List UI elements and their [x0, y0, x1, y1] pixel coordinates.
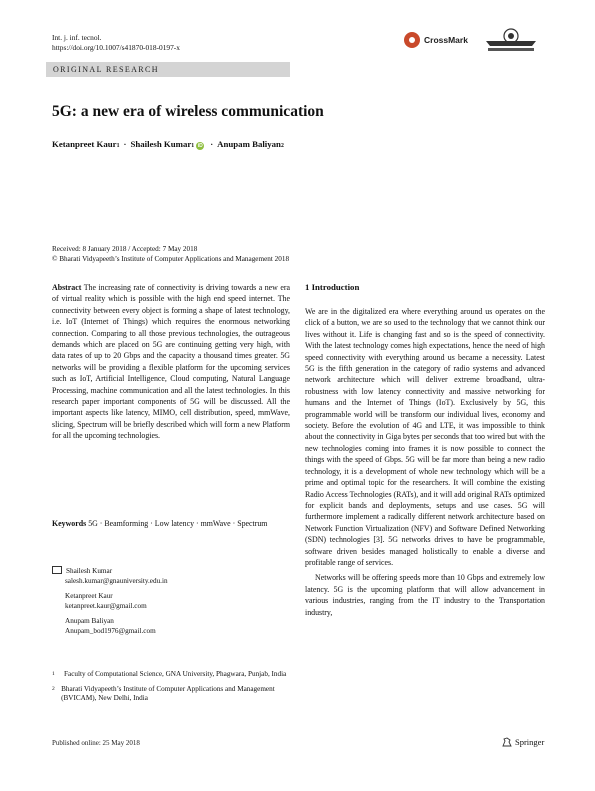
introduction-body — [305, 306, 545, 622]
contact-name: Anupam Baliyan — [65, 617, 114, 625]
abstract-text: The increasing rate of connectivity is driving towards a new era of virtual reality which is possible with the high end speed internet. The connectivity between every object is forming a shape of latest technology, i.e. IoT (Internet of Things) which requires the enormous networking connection. Comparing to all those previous technologies, the outrageous demands which are placed on 5G are continuing getting very high, with data rates of up to 20 Gbps and the capacity a thousand times greater. 5G networks will be providing a flexible platform for the upcoming services such as IoT, Artificial Intelligence, Cloud computing, Natural Language Processing, machine communication and all the latest technologies. In this research paper important components of 5G will be discussed. All the important aspects like latency, MIMO, cell distribution, speed, mmWave, slicing, Spectrum will be briefly described which will form a new Platform for all the upcoming technologies. — [52, 283, 290, 441]
section-banner-label: ORIGINAL RESEARCH — [53, 65, 159, 74]
abstract — [52, 282, 290, 442]
journal-info — [52, 33, 180, 53]
paragraph: We are in the digitalized era where everything around us operates on the click of a button, we are so used to the technology that we cannot think our lives without it. Life is changing fast and so is the speed of connectivity. With the latest technology comes high expectations, hence the need of high speed connectivity with everything around us became a necessity. Latest 5G is the fifth generation in the category of radio systems and advanced network architecture which will deliver extreme broadband, ultra-robustness with low latency connectivity and massive networking for humans and the Internet of Things (IoT). Exclusively by 5G, this programmable world will be transform our individual lives, economy and society. Before the evolution of 4G and LTE, it was impossible to think about the connectivity in Giga bytes per seconds that too wired but with the new technologies coming into frames it is now possible to connect the things with the speed of Gbps. 5G will be far more than being a new radio technology, it is a development of whole new technology which will be a prime and optimal topic for the researchers. It will combine the existing Radio Access Technologies (RATs), and it will add original RATs optimized for explicit bands and deployments, setups and use cases. 5G will furthermore implement a radically different network architecture based on Network Function Virtualization (NFV) and Software Defined Networking (SDN) technologies [3]. 5G networks drives to have be programmable, software driven besides managed holistically to enable a diverse and profitable range of services. — [305, 307, 545, 567]
author-contact — [52, 592, 290, 611]
contact-email[interactable]: salesh.kumar@gnauniversity.edu.in — [65, 576, 168, 585]
contact-name: Ketanpreet Kaur — [65, 592, 113, 600]
author-separator: · — [210, 139, 214, 149]
affiliations — [52, 670, 290, 709]
keywords — [52, 518, 290, 529]
author-affiliation-mark: 1 — [116, 143, 120, 149]
affiliation — [52, 670, 290, 680]
author-name[interactable]: Anupam Baliyan — [217, 139, 281, 149]
author-affiliation-mark: 2 — [280, 143, 284, 149]
publisher-logo — [502, 737, 544, 747]
author-name[interactable]: Ketanpreet Kaur — [52, 139, 117, 149]
publisher-name: Springer — [515, 737, 545, 747]
affiliation-number: 1 — [52, 671, 55, 677]
copyright-notice: © Bharati Vidyapeeth’s Institute of Computer Applications and Management 2018 — [52, 254, 290, 263]
bvicam-logo — [480, 27, 542, 53]
affiliation-text: Bharati Vidyapeeth’s Institute of Computer Applications and Management (BVICAM), New Delhi, India — [61, 684, 275, 702]
envelope-icon — [52, 566, 62, 574]
affiliation-number: 2 — [52, 685, 55, 692]
crossmark-icon — [404, 32, 420, 48]
contact-email[interactable]: Anupam_bod1976@gmail.com — [65, 626, 156, 635]
affiliation-text: Faculty of Computational Science, GNA University, Phagwara, Punjab, India — [64, 670, 287, 678]
abstract-label: Abstract — [52, 283, 82, 292]
paragraph: Networks will be offering speeds more than 10 Gbps and extremely low latency. 5G is the upcoming platform that will allow advancement in various industries, ranging from the IT industry to the Transportation industry, — [305, 573, 545, 617]
author-name[interactable]: Shailesh Kumar — [130, 139, 192, 149]
corresponding-author — [52, 565, 290, 586]
published-online: Published online: 25 May 2018 — [52, 739, 140, 747]
keywords-text: 5G · Beamforming · Low latency · mmWave · Spectrum — [88, 519, 268, 528]
affiliation — [52, 685, 290, 704]
author-affiliation-mark: 1 — [191, 143, 195, 149]
springer-horse-icon — [502, 737, 512, 747]
crossmark-label: CrossMark — [424, 35, 468, 45]
received-accepted-dates: Received: 8 January 2018 / Accepted: 7 May 2018 — [52, 245, 198, 253]
orcid-icon[interactable]: iD — [197, 143, 203, 149]
journal-name: Int. j. inf. tecnol. — [52, 33, 102, 42]
article-dates — [52, 245, 289, 264]
crossmark-badge[interactable] — [404, 31, 482, 49]
article-title: 5G: a new era of wireless communication — [52, 103, 324, 120]
doi-link[interactable]: https://doi.org/10.1007/s41870-018-0197-x — [52, 43, 180, 52]
author-separator: · — [123, 139, 127, 149]
author-contact — [52, 617, 290, 636]
section-banner — [46, 62, 290, 77]
contact-name: Shailesh Kumar — [66, 567, 113, 575]
contact-email[interactable]: ketanpreet.kaur@gmail.com — [65, 601, 147, 610]
correspondence — [52, 565, 290, 642]
section-heading-introduction: 1 Introduction — [305, 282, 360, 292]
author-list — [52, 139, 284, 150]
keywords-label: Keywords — [52, 519, 87, 528]
